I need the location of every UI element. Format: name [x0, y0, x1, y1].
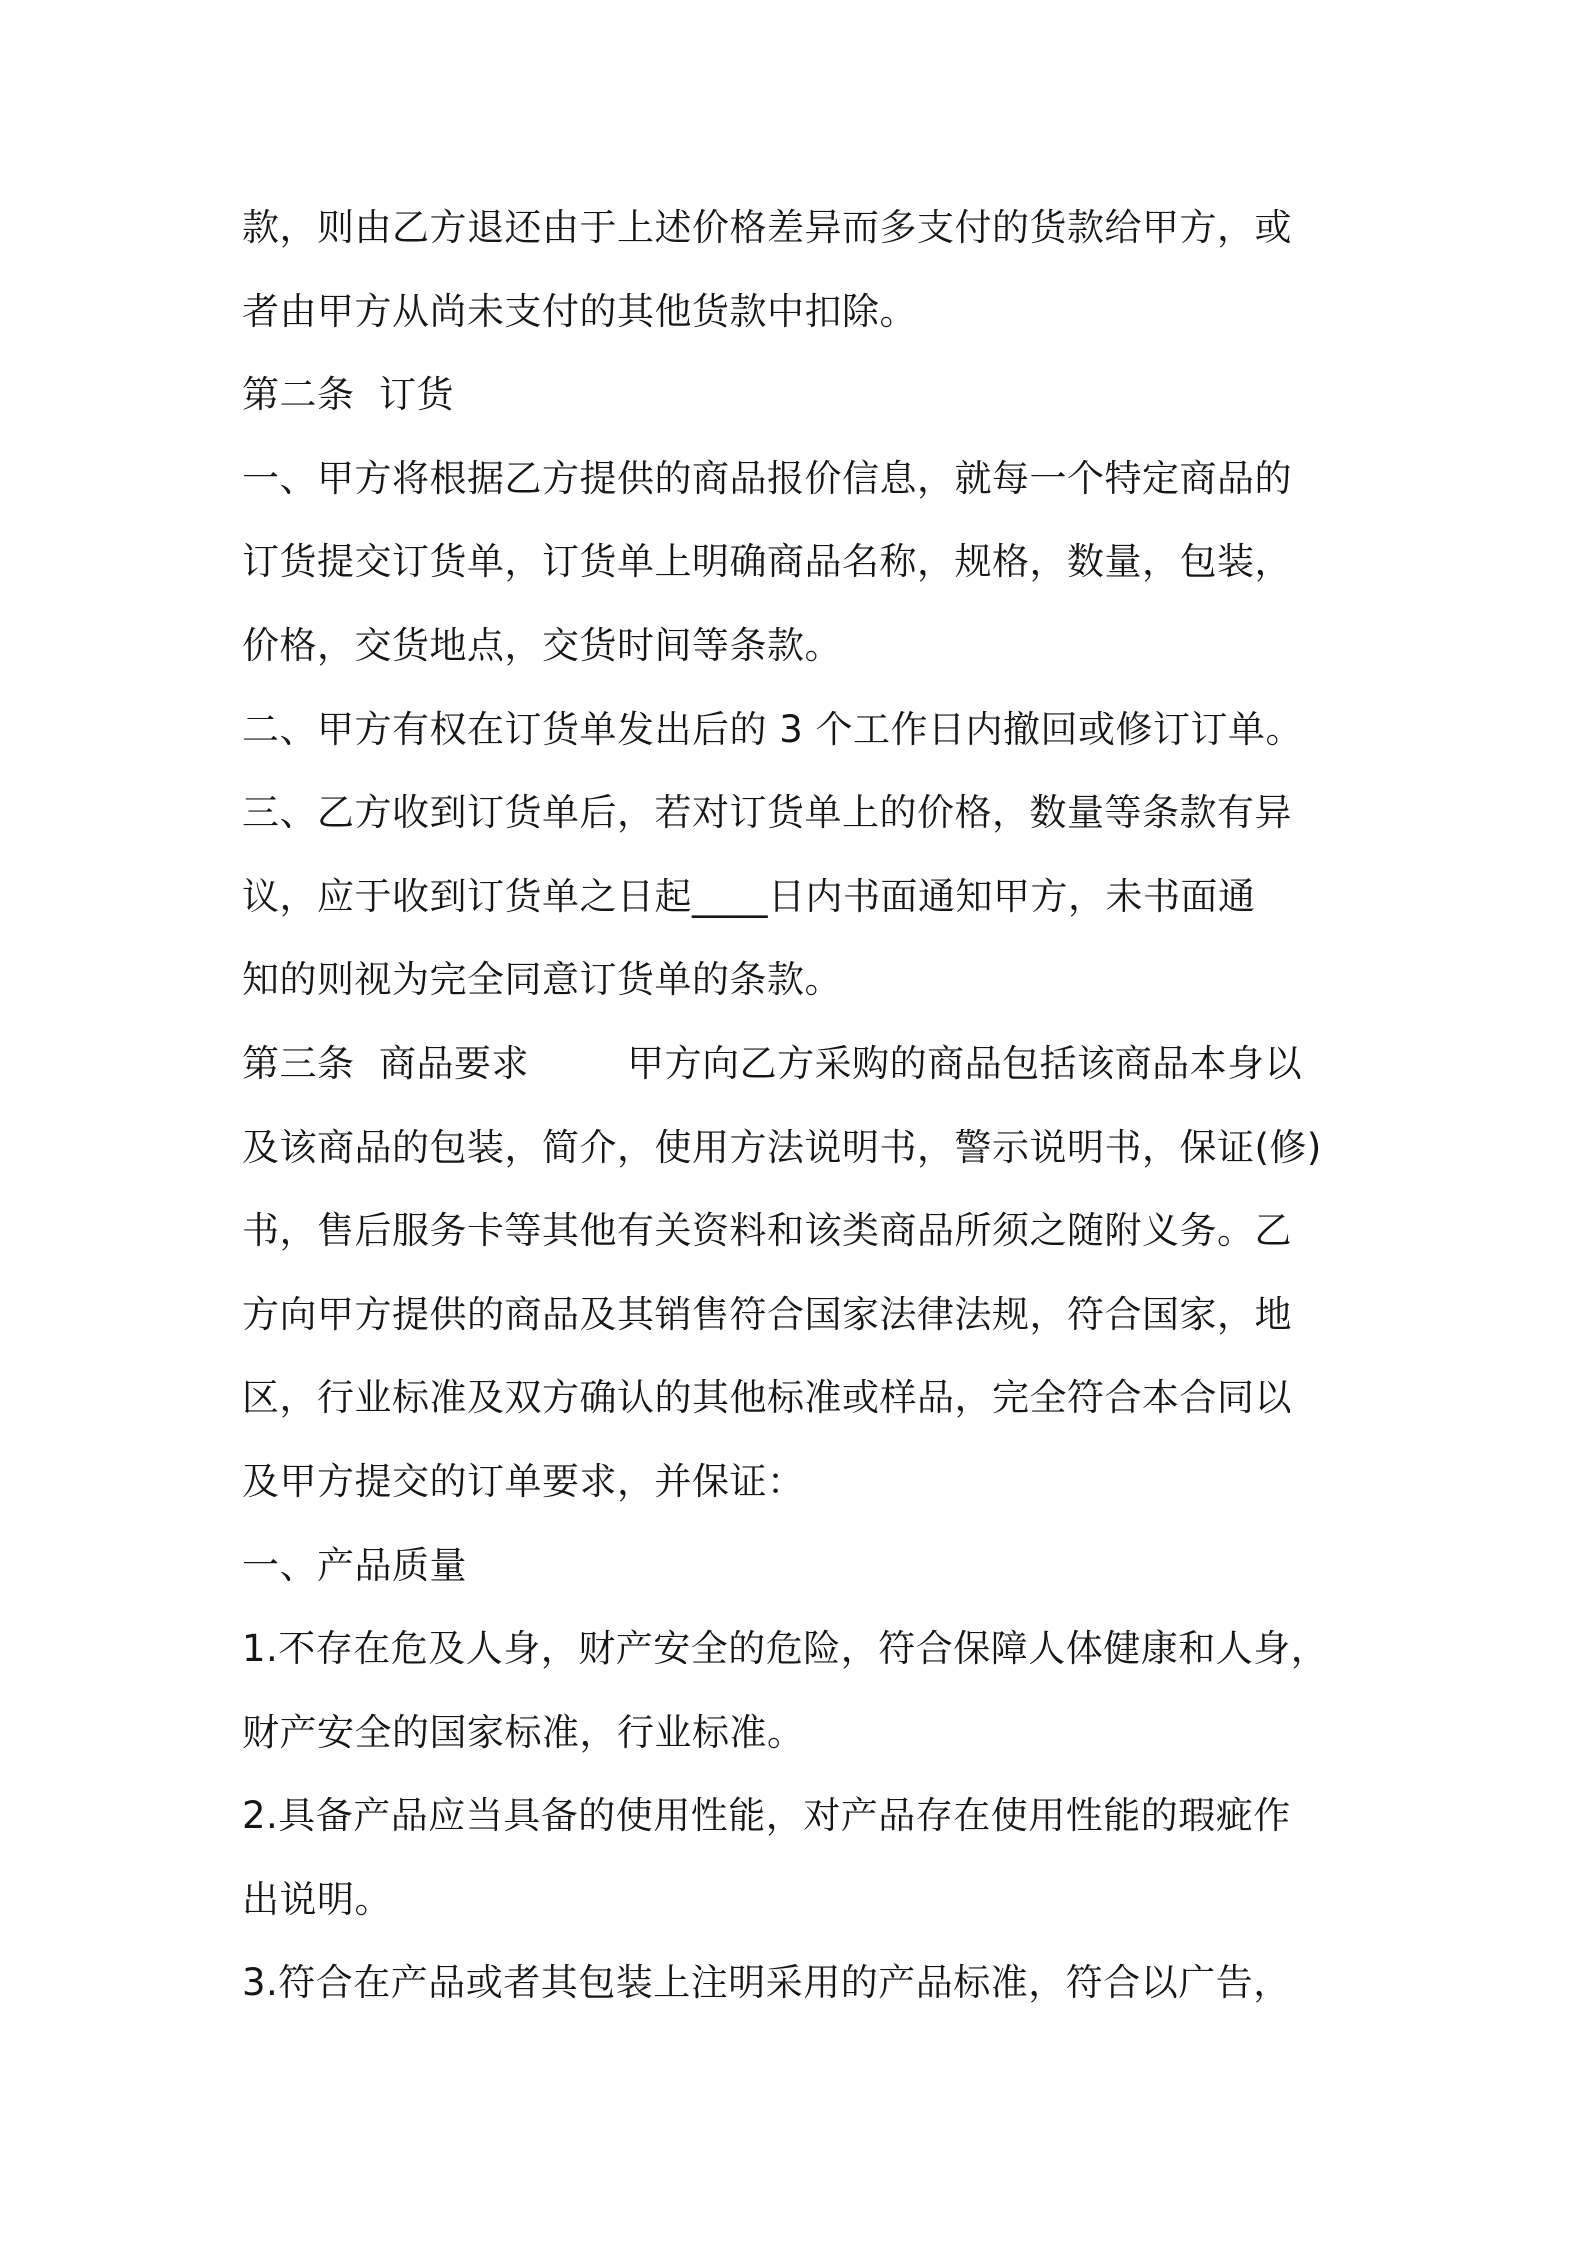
- document-body: [242, 196, 1352, 2035]
- paragraph-line: 2.具备产品应当具备的使用性能，对产品存在使用性能的瑕疵作: [242, 1794, 1291, 1838]
- paragraph-line: 区，行业标准及双方确认的其他标准或样品，完全符合本合同以: [242, 1376, 1292, 1420]
- paragraph-line: 款，则由乙方退还由于上述价格差异而多支付的货款给甲方，或: [242, 206, 1292, 249]
- paragraph-line: 议，应于收到订货单之日起____日内书面通知甲方，未书面通: [242, 874, 1256, 918]
- paragraph-line: 1.不存在危及人身，财产安全的危险，符合保障人体健康和人身，: [242, 1627, 1329, 1671]
- paragraph-line: 书，售后服务卡等其他有关资料和该类商品所须之随附义务。乙: [242, 1209, 1292, 1253]
- section-heading: 第二条 订货: [242, 373, 455, 417]
- subsection-heading: 一、产品质量: [242, 1543, 467, 1587]
- paragraph-line: 订货提交订货单，订货单上明确商品名称，规格，数量，包装，: [242, 540, 1292, 584]
- paragraph-line: 及该商品的包装，简介，使用方法说明书，警示说明书，保证(修): [242, 1125, 1322, 1169]
- paragraph-line: 及甲方提交的订单要求，并保证：: [242, 1459, 805, 1503]
- paragraph-line: 一、甲方将根据乙方提供的商品报价信息，就每一个特定商品的: [242, 456, 1292, 500]
- paragraph-line: 者由甲方从尚未支付的其他货款中扣除。: [242, 289, 917, 333]
- paragraph-line: 价格，交货地点，交货时间等条款。: [242, 623, 842, 667]
- paragraph-line: 知的则视为完全同意订货单的条款。: [242, 958, 842, 1002]
- section-heading: 第三条 商品要求 甲方向乙方采购的商品包括该商品本身以: [242, 1041, 1303, 1085]
- paragraph-line: 财产安全的国家标准，行业标准。: [242, 1710, 805, 1754]
- paragraph-line: 三、乙方收到订货单后，若对订货单上的价格，数量等条款有异: [242, 791, 1292, 835]
- paragraph-line: 方向甲方提供的商品及其销售符合国家法律法规，符合国家，地: [242, 1292, 1292, 1336]
- paragraph-line: 3.符合在产品或者其包装上注明采用的产品标准，符合以广告，: [242, 1961, 1291, 2005]
- paragraph-line: 二、甲方有权在订货单发出后的 3 个工作日内撤回或修订订单。: [242, 707, 1304, 751]
- paragraph-line: 出说明。: [242, 1877, 392, 1921]
